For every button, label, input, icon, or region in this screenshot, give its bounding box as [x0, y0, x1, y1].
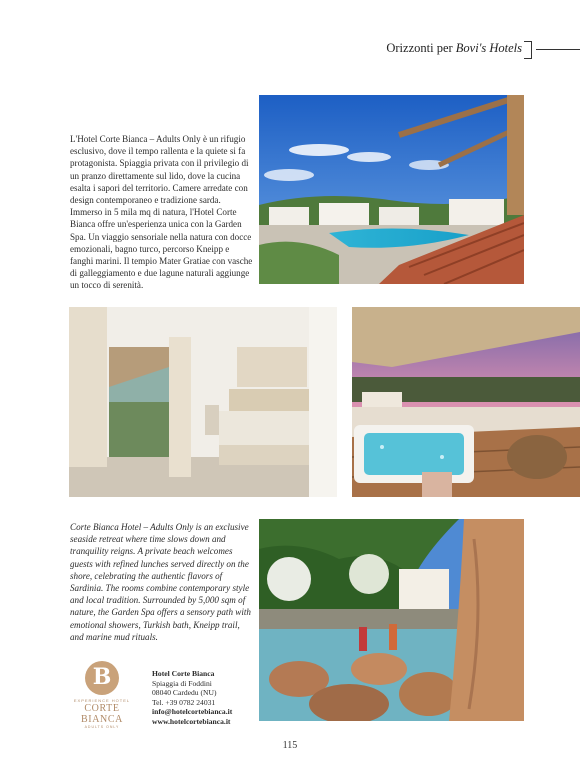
contact-address-line2: 08040 Cardedu (NU) [152, 688, 217, 698]
section-title-brand: Bovi's Hotels [455, 41, 522, 55]
contact-email-link[interactable]: info@hotelcortebianca.it [152, 707, 233, 717]
logo-emblem-icon [85, 661, 119, 695]
intro-text-italian: L'Hotel Corte Bianca – Adults Only è un rifugio esclusivo, dove il tempo rallenta e la quiete si fa protagonista. Spiaggia privata con il privilegio di un pranzo direttamente sul lido, dove la cucina esalta i sapori del territorio. Camere arredate con design contemporaneo e tradizione sarda. Immerso in 5 mila mq di natura, l'Hotel Corte Bianca offre un'esperienza unica con la Garden Spa. Un viaggio sensoriale nella natura con docce emozionali, bagno turco, percorso Kneipp e fanghi marini. Il tempio Mater Gratiae con vasche di galleggiamento e due lagune naturali aggiunge un tocco di serenità. [70, 134, 253, 291]
intro-text-english: Corte Bianca Hotel – Adults Only is an exclusive seaside retreat where time slows down and tranquility reigns. A private beach welcomes guests with refined lunches served directly on the shore, celebrating the authentic flavors of Sardinia. The rooms combine contemporary style and local tradition. Surrounded by 5,000 sqm of nature, the Garden Spa offers a sensory path with emotional showers, Turkish bath, Kneipp trail, and marine mud rituals. [70, 522, 251, 642]
photo-terrace-jacuzzi [352, 307, 580, 497]
contact-block [152, 669, 262, 727]
section-title [386, 41, 522, 56]
photo-hotel-room [69, 307, 337, 497]
page-number: 115 [282, 740, 298, 751]
header-bracket [524, 41, 532, 59]
logo-tagline: EXPERIENCE HOTEL [73, 698, 131, 703]
photo-garden-spa-lagoon [259, 519, 524, 721]
section-title-prefix: Orizzonti per [386, 41, 453, 55]
page-header [0, 38, 580, 62]
logo-monogram: B [92, 664, 112, 690]
header-rule [536, 49, 580, 50]
corte-bianca-logo [67, 661, 137, 729]
contact-address-line1: Spiaggia di Foddini [152, 678, 212, 688]
logo-name: CORTE BIANCA [81, 703, 123, 725]
contact-phone: Tel. +39 0782 24031 [152, 697, 216, 707]
logo-subline: ADULTS ONLY [84, 725, 120, 729]
photo-hotel-pool [259, 95, 524, 284]
contact-hotel-name: Hotel Corte Bianca [152, 669, 215, 678]
contact-website-link[interactable]: www.hotelcortebianca.it [152, 716, 231, 726]
